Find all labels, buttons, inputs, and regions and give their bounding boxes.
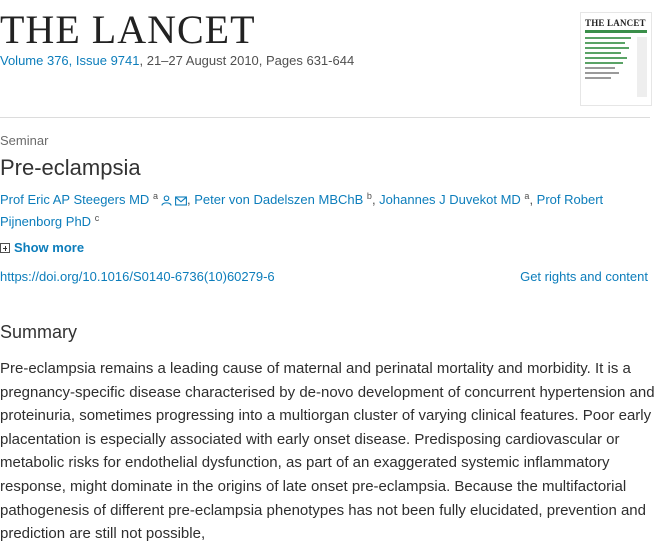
journal-cover-thumbnail[interactable] xyxy=(580,12,652,106)
article-type: Seminar xyxy=(0,133,49,148)
expand-plus-icon xyxy=(0,243,10,253)
rights-link[interactable]: Get rights and content xyxy=(520,269,648,284)
author-list: Prof Eric AP Steegers MD $^a$ , Peter von Dadelszen MBChB $^b$, Johannes J Duvekot MD $^a$, Prof Robert Pijnenborg PhD $^c$ xyxy=(0,191,604,229)
doi-link[interactable]: https://doi.org/10.1016/S0140-6736(10)60279-6 xyxy=(0,269,275,284)
cover-text-lines xyxy=(585,37,633,82)
envelope-icon[interactable] xyxy=(175,192,187,212)
summary-heading: Summary xyxy=(0,322,78,342)
author-affiliation[interactable]: a xyxy=(152,191,158,201)
author-affiliation[interactable]: c xyxy=(94,213,100,223)
author-link[interactable]: Prof Eric AP Steegers MD xyxy=(0,192,150,207)
issue-link[interactable]: Volume 376, Issue 9741 xyxy=(0,53,140,68)
show-more-button[interactable] xyxy=(0,240,84,255)
person-icon[interactable] xyxy=(161,192,172,212)
author-affiliation[interactable]: a xyxy=(524,191,530,201)
abstract-text: Pre-eclampsia remains a leading cause of maternal and perinatal mortality and morbidity. It is a pregnancy-specific disease characterised by de-novo development of concurrent hypertension and proteinuria, sometimes progressing into a multiorgan cluster of varying clinical features. Poor early placentation is especially associated with early onset disease. Predisposing cardiovascular or metabolic risks for endothelial dysfunction, as part of an exaggerated systemic inflammatory response, might dominate in the origins of late onset pre-eclampsia. Because the multifactorial pathogenesis of different pre-eclampsia phenotypes has not been fully elucidated, prevention and prediction are still not possible, xyxy=(0,360,655,543)
article-title: Pre-eclampsia xyxy=(0,155,141,180)
author-link[interactable]: Johannes J Duvekot MD xyxy=(379,192,521,207)
cover-accent-bar xyxy=(585,30,647,33)
cover-side-panel xyxy=(637,37,647,97)
cover-title: THE LANCET xyxy=(585,18,646,28)
author-link[interactable]: Peter von Dadelszen MBChB xyxy=(194,192,364,207)
author-affiliation[interactable]: b xyxy=(366,191,372,201)
author-link[interactable]: Prof Robert Pijnenborg PhD xyxy=(0,192,604,229)
show-more-label: Show more xyxy=(14,240,85,255)
issue-citation xyxy=(0,52,354,70)
issue-dates-pages: , 21–27 August 2010, Pages 631-644 xyxy=(139,53,355,68)
header-divider xyxy=(0,117,650,118)
journal-title[interactable]: THE LANCET xyxy=(0,7,256,52)
